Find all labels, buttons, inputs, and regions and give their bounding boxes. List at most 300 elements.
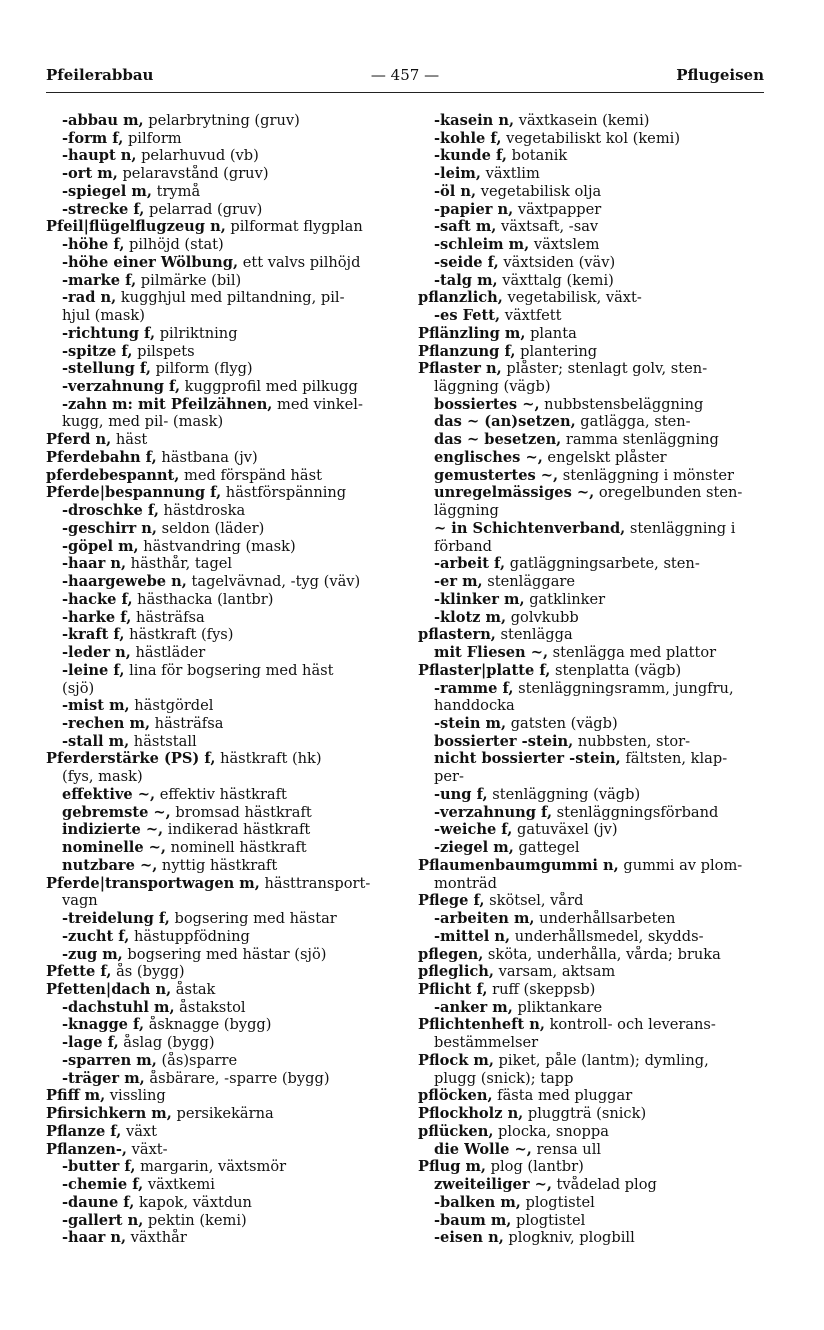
entry-headword: -zahn m: mit Pfeilzähnen, xyxy=(62,395,273,413)
entry-translation: varsam, aktsam xyxy=(493,963,616,981)
entry-translation: engelskt plåster xyxy=(542,448,667,466)
entry-line xyxy=(418,680,764,698)
entry-line xyxy=(418,928,764,946)
entry-headword: Pflicht f, xyxy=(418,980,488,998)
entry-headword: -schleim m, xyxy=(434,236,530,254)
entry-headword: -verzahnung f, xyxy=(434,803,553,821)
entry-headword: Pfette f, xyxy=(46,963,112,981)
entry-translation: pilspets xyxy=(132,342,195,360)
entry-line xyxy=(418,555,764,573)
entry-headword: Pfiff m, xyxy=(46,1087,106,1105)
entry-translation: med förspänd häst xyxy=(179,466,322,484)
entry-headword: zweiteiliger ~, xyxy=(434,1176,552,1194)
entry-line xyxy=(418,1052,764,1070)
entry-line xyxy=(46,467,396,485)
entry-translation: handdocka xyxy=(434,697,515,715)
entry-translation: ett valvs pilhöjd xyxy=(238,253,361,271)
entry-line xyxy=(418,1212,764,1230)
entry-headword: Pfeil|flügelflugzeug n, xyxy=(46,218,226,236)
entry-line xyxy=(46,644,396,662)
entry-translation: plantering xyxy=(515,342,598,360)
entry-line xyxy=(418,821,764,839)
entry-line xyxy=(46,431,396,449)
entry-translation: hästdroska xyxy=(158,502,246,520)
entry-line xyxy=(46,520,396,538)
entry-translation: (fys, mask) xyxy=(62,768,143,786)
entry-translation: vegetabilisk olja xyxy=(476,182,602,200)
entry-line xyxy=(418,910,764,928)
entry-headword: -es Fett, xyxy=(434,307,501,325)
entry-headword: -sparren m, xyxy=(62,1051,157,1069)
entry-translation: kugghjul med piltandning, pil- xyxy=(116,289,345,307)
entry-translation: skötsel, vård xyxy=(484,892,584,910)
entry-headword: -ung f, xyxy=(434,785,488,803)
entry-headword: Pfirsichkern m, xyxy=(46,1105,172,1123)
entry-translation: monträd xyxy=(434,874,497,892)
entry-headword: -leim, xyxy=(434,165,481,183)
entry-headword: Pferderstärke (PS) f, xyxy=(46,750,216,768)
entry-translation: hästtransport- xyxy=(259,874,371,892)
entry-line xyxy=(418,591,764,609)
entry-headword: -rad n, xyxy=(62,289,117,307)
entry-translation: nyttig hästkraft xyxy=(157,856,278,874)
entry-line xyxy=(418,307,764,325)
entry-translation: hästläder xyxy=(130,644,206,662)
entry-headword: -zug m, xyxy=(62,945,123,963)
entry-headword: -stein m, xyxy=(434,714,507,732)
entry-headword: Pferd n, xyxy=(46,431,112,449)
entry-line xyxy=(418,1016,764,1034)
entry-translation: plåster; stenlagt golv, sten- xyxy=(501,360,708,378)
entry-translation: hästkraft (fys) xyxy=(124,626,234,644)
entry-translation: vegetabilisk, växt- xyxy=(502,289,642,307)
entry-translation: pilform (flyg) xyxy=(150,360,253,378)
entry-translation: ramma stenläggning xyxy=(561,431,719,449)
entry-line xyxy=(46,1158,396,1176)
entry-headword: das ~ besetzen, xyxy=(434,431,562,449)
dictionary-column-right xyxy=(418,112,764,1247)
entry-headword: -mist m, xyxy=(62,697,130,715)
entry-headword: -eisen n, xyxy=(434,1229,504,1247)
entry-line xyxy=(418,467,764,485)
entry-line xyxy=(418,963,764,981)
entry-translation: gatklinker xyxy=(524,590,606,608)
entry-headword: bossiertes ~, xyxy=(434,395,540,413)
entry-headword: -geschirr n, xyxy=(62,519,157,537)
entry-line xyxy=(46,821,396,839)
entry-line xyxy=(46,272,396,290)
entry-line xyxy=(46,165,396,183)
entry-headword: nicht bossierter -stein, xyxy=(434,750,621,768)
entry-headword: -anker m, xyxy=(434,998,513,1016)
entry-translation: pluggträ (snick) xyxy=(523,1105,647,1123)
entry-translation: kontroll- och leverans- xyxy=(544,1016,716,1034)
entry-line xyxy=(418,946,764,964)
entry-translation: kugg, med pil- (mask) xyxy=(62,413,224,431)
entry-translation: plogkniv, plogbill xyxy=(503,1229,635,1247)
header-right-guideword: Pflugeisen xyxy=(676,66,764,84)
entry-translation: häst xyxy=(111,431,148,449)
entry-translation: stenläggning (vägb) xyxy=(487,785,641,803)
entry-line xyxy=(46,1141,396,1159)
entry-line xyxy=(418,573,764,591)
entry-line xyxy=(418,218,764,236)
entry-headword: -stall m, xyxy=(62,732,130,750)
entry-headword: -kraft f, xyxy=(62,626,125,644)
entry-line xyxy=(46,768,396,786)
entry-translation: pilmärke (bil) xyxy=(136,271,242,289)
entry-translation: häststall xyxy=(129,732,197,750)
entry-headword: -stellung f, xyxy=(62,360,151,378)
entry-line xyxy=(46,892,396,910)
entry-translation: pelarrad (gruv) xyxy=(144,200,263,218)
entry-headword: -rechen m, xyxy=(62,714,151,732)
entry-line xyxy=(46,715,396,733)
entry-translation: fältsten, klap- xyxy=(620,750,728,768)
entry-translation: plocka, snoppa xyxy=(493,1122,609,1140)
entry-headword: -mittel n, xyxy=(434,927,511,945)
entry-headword: -kohle f, xyxy=(434,129,502,147)
entry-headword: Pflänzling m, xyxy=(418,324,526,342)
entry-line xyxy=(418,1229,764,1247)
entry-line xyxy=(46,396,396,414)
entry-translation: åsknagge (bygg) xyxy=(144,1016,272,1034)
entry-translation: åsbärare, -sparre (bygg) xyxy=(144,1069,330,1087)
entry-translation: sköta, underhålla, vårda; bruka xyxy=(483,945,721,963)
entry-line xyxy=(46,449,396,467)
entry-line xyxy=(46,218,396,236)
entry-line xyxy=(46,1176,396,1194)
entry-translation: hästuppfödning xyxy=(129,927,250,945)
entry-headword: -saft m, xyxy=(434,218,497,236)
entry-headword: -haar n, xyxy=(62,555,127,573)
entry-line xyxy=(46,360,396,378)
entry-line xyxy=(46,928,396,946)
entry-headword: -daune f, xyxy=(62,1193,135,1211)
entry-headword: -treidelung f, xyxy=(62,910,170,928)
entry-translation: oregelbunden sten- xyxy=(594,484,743,502)
entry-translation: gummi av plom- xyxy=(618,856,743,874)
entry-line xyxy=(46,112,396,130)
entry-headword: unregelmässiges ~, xyxy=(434,484,595,502)
entry-line xyxy=(46,786,396,804)
entry-translation: lina för bogsering med häst xyxy=(124,661,334,679)
entry-headword: -harke f, xyxy=(62,608,132,626)
entry-headword: pflastern, xyxy=(418,626,496,644)
entry-headword: -baum m, xyxy=(434,1211,512,1229)
entry-translation: stenläggning i mönster xyxy=(558,466,734,484)
entry-headword: -lage f, xyxy=(62,1034,119,1052)
entry-translation: växtkemi xyxy=(143,1176,215,1194)
entry-line xyxy=(46,502,396,520)
entry-line xyxy=(46,325,396,343)
entry-translation: växtsaft, -sav xyxy=(496,218,599,236)
entry-line xyxy=(46,680,396,698)
entry-translation: pilriktning xyxy=(155,324,238,342)
entry-line xyxy=(46,1194,396,1212)
entry-headword: -haargewebe n, xyxy=(62,573,187,591)
entry-translation: vegetabiliskt kol (kemi) xyxy=(501,129,681,147)
entry-line xyxy=(418,272,764,290)
entry-headword: -weiche f, xyxy=(434,821,513,839)
entry-line xyxy=(46,201,396,219)
entry-line xyxy=(46,343,396,361)
entry-headword: -zucht f, xyxy=(62,927,130,945)
entry-line xyxy=(418,449,764,467)
entry-headword: -spiegel m, xyxy=(62,182,152,200)
entry-headword: Pflock m, xyxy=(418,1051,494,1069)
entry-headword: pferdebespannt, xyxy=(46,466,180,484)
entry-headword: -klotz m, xyxy=(434,608,507,626)
entry-translation: växttalg (kemi) xyxy=(497,271,614,289)
entry-headword: Pflockholz n, xyxy=(418,1105,524,1123)
entry-line xyxy=(418,697,764,715)
page-number: — 457 — xyxy=(370,66,440,84)
entry-translation: pelaravstånd (gruv) xyxy=(117,165,269,183)
entry-line xyxy=(46,573,396,591)
entry-translation: (ås)sparre xyxy=(156,1051,238,1069)
entry-headword: -spitze f, xyxy=(62,342,133,360)
entry-translation: underhållsmedel, skydds- xyxy=(510,927,704,945)
entry-headword: indizierte ~, xyxy=(62,821,164,839)
entry-headword: -droschke f, xyxy=(62,502,159,520)
entry-translation: fästa med pluggar xyxy=(492,1087,633,1105)
entry-translation: indikerad hästkraft xyxy=(163,821,311,839)
entry-line xyxy=(418,431,764,449)
entry-translation: piket, påle (lantm); dymling, xyxy=(493,1051,709,1069)
entry-headword: -klinker m, xyxy=(434,590,525,608)
entry-translation: plugg (snick); tapp xyxy=(434,1069,574,1087)
entry-translation: gatsten (vägb) xyxy=(506,714,618,732)
entry-line xyxy=(418,644,764,662)
entry-headword: pfleglich, xyxy=(418,963,494,981)
entry-line xyxy=(46,1034,396,1052)
entry-line xyxy=(46,183,396,201)
entry-line xyxy=(46,999,396,1017)
entry-headword: -hacke f, xyxy=(62,590,133,608)
entry-translation: åstak xyxy=(171,980,216,998)
entry-headword: -göpel m, xyxy=(62,537,139,555)
entry-line xyxy=(418,981,764,999)
entry-headword: Pflanzung f, xyxy=(418,342,516,360)
entry-line xyxy=(418,538,764,556)
entry-translation: bogsering med hästar xyxy=(169,910,337,928)
entry-line xyxy=(418,147,764,165)
entry-translation: pilhöjd (stat) xyxy=(124,236,224,254)
entry-translation: växtslem xyxy=(529,236,600,254)
header-left-guideword: Pfeilerabbau xyxy=(46,66,154,84)
entry-line xyxy=(418,733,764,751)
entry-headword: englisches ~, xyxy=(434,448,543,466)
entry-line xyxy=(418,396,764,414)
entry-translation: kuggprofil med pilkugg xyxy=(180,378,358,396)
entry-line xyxy=(46,963,396,981)
entry-headword: -kasein n, xyxy=(434,112,515,129)
entry-line xyxy=(46,857,396,875)
entry-headword: -knagge f, xyxy=(62,1016,145,1034)
entry-headword: die Wolle ~, xyxy=(434,1140,532,1158)
entry-translation: läggning (vägb) xyxy=(434,378,551,396)
entry-translation: gatlägga, sten- xyxy=(575,413,691,431)
entry-line xyxy=(46,609,396,627)
entry-headword: -er m, xyxy=(434,573,483,591)
entry-translation: nominell hästkraft xyxy=(166,839,307,857)
entry-line xyxy=(418,1141,764,1159)
entry-headword: -form f, xyxy=(62,129,124,147)
entry-line xyxy=(46,538,396,556)
entry-translation: stenläggning i xyxy=(625,519,736,537)
entry-headword: Pferde|bespannung f, xyxy=(46,484,222,502)
entry-translation: hästförspänning xyxy=(221,484,347,502)
entry-headword: Pferde|transportwagen m, xyxy=(46,874,260,892)
entry-translation: ruff (skeppsb) xyxy=(487,980,596,998)
entry-line xyxy=(418,786,764,804)
entry-headword: -haar n, xyxy=(62,1229,127,1247)
entry-headword: pflegen, xyxy=(418,945,484,963)
entry-translation: hästkraft (hk) xyxy=(215,750,322,768)
entry-translation: rensa ull xyxy=(531,1140,602,1158)
entry-translation: vissling xyxy=(105,1087,166,1105)
entry-translation: tvådelad plog xyxy=(551,1176,657,1194)
entry-headword: gemustertes ~, xyxy=(434,466,559,484)
entry-translation: margarin, växtsmör xyxy=(135,1158,287,1176)
entry-translation: planta xyxy=(525,324,577,342)
entry-line xyxy=(418,750,764,768)
entry-headword: -arbeiten m, xyxy=(434,910,535,928)
entry-line xyxy=(46,147,396,165)
entry-translation: botanik xyxy=(507,147,568,165)
entry-line xyxy=(46,413,396,431)
entry-line xyxy=(418,1158,764,1176)
entry-line xyxy=(418,609,764,627)
entry-line xyxy=(418,1176,764,1194)
entry-headword: -öl n, xyxy=(434,182,477,200)
entry-headword: -kunde f, xyxy=(434,147,507,165)
entry-translation: växtfett xyxy=(500,307,562,325)
entry-translation: tagelvävnad, -tyg (väv) xyxy=(186,573,361,591)
entry-translation: växthår xyxy=(126,1229,187,1247)
entry-line xyxy=(46,1105,396,1123)
entry-translation: underhållsarbeten xyxy=(534,910,676,928)
entry-translation: hästräfsa xyxy=(150,714,224,732)
entry-translation: växtpapper xyxy=(513,200,602,218)
entry-line xyxy=(418,1194,764,1212)
entry-line xyxy=(46,378,396,396)
entry-translation: effektiv hästkraft xyxy=(155,785,287,803)
entry-translation: per- xyxy=(434,768,464,786)
entry-line xyxy=(418,201,764,219)
entry-translation: vagn xyxy=(62,892,98,910)
entry-headword: -richtung f, xyxy=(62,324,156,342)
entry-line xyxy=(46,1212,396,1230)
entry-translation: ås (bygg) xyxy=(111,963,185,981)
entry-headword: -leder n, xyxy=(62,644,131,662)
entry-headword: Pferdebahn f, xyxy=(46,448,157,466)
page-header xyxy=(46,66,764,86)
entry-line xyxy=(46,254,396,272)
entry-translation: nubbsten, stor- xyxy=(573,732,691,750)
entry-translation: stenlägga med plattor xyxy=(548,644,717,662)
entry-line xyxy=(418,1105,764,1123)
entry-headword: -papier n, xyxy=(434,200,514,218)
entry-translation: hästhacka (lantbr) xyxy=(132,590,274,608)
entry-headword: -strecke f, xyxy=(62,200,145,218)
entry-headword: -seide f, xyxy=(434,253,499,271)
entry-line xyxy=(46,626,396,644)
entry-translation: plog (lantbr) xyxy=(486,1158,584,1176)
entry-headword: -höhe einer Wölbung, xyxy=(62,253,239,271)
entry-headword: Pflege f, xyxy=(418,892,485,910)
entry-line xyxy=(418,165,764,183)
entry-translation: hästhår, tagel xyxy=(126,555,233,573)
entry-headword: -dachstuhl m, xyxy=(62,998,175,1016)
entry-line xyxy=(418,289,764,307)
entry-translation: stenläggare xyxy=(482,573,576,591)
entry-translation: med vinkel- xyxy=(272,395,363,413)
entry-line xyxy=(46,804,396,822)
entry-line xyxy=(46,875,396,893)
entry-line xyxy=(418,502,764,520)
entry-translation: bestämmelser xyxy=(434,1034,539,1052)
entry-line xyxy=(46,750,396,768)
entry-line xyxy=(46,1123,396,1141)
entry-line xyxy=(46,981,396,999)
entry-headword: Pflichtenheft n, xyxy=(418,1016,545,1034)
entry-translation: växtkasein (kemi) xyxy=(514,112,650,129)
entry-headword: -ramme f, xyxy=(434,679,514,697)
entry-line xyxy=(418,254,764,272)
entry-headword: -leine f, xyxy=(62,661,125,679)
entry-headword: pflanzlich, xyxy=(418,289,503,307)
entry-headword: Pfetten|dach n, xyxy=(46,980,172,998)
entry-line xyxy=(46,1052,396,1070)
entry-headword: -ziegel m, xyxy=(434,839,514,857)
entry-translation: åslag (bygg) xyxy=(118,1034,215,1052)
entry-translation: åstakstol xyxy=(174,998,246,1016)
entry-line xyxy=(418,1070,764,1088)
entry-line xyxy=(46,1016,396,1034)
entry-line xyxy=(418,236,764,254)
entry-translation: hästgördel xyxy=(129,697,214,715)
entry-line xyxy=(418,999,764,1017)
entry-headword: -träger m, xyxy=(62,1069,145,1087)
entry-line xyxy=(46,555,396,573)
entry-headword: Pflug m, xyxy=(418,1158,487,1176)
entry-headword: -talg m, xyxy=(434,271,498,289)
entry-translation: gatläggningsarbete, sten- xyxy=(505,555,700,573)
entry-line xyxy=(418,626,764,644)
entry-headword: -haupt n, xyxy=(62,147,137,165)
entry-headword: gebremste ~, xyxy=(62,803,171,821)
entry-translation: kapok, växtdun xyxy=(134,1193,252,1211)
entry-headword: nominelle ~, xyxy=(62,839,166,857)
entry-headword: -arbeit f, xyxy=(434,555,506,573)
entry-translation: stenläggningsramm, jungfru, xyxy=(513,679,734,697)
entry-translation: trymå xyxy=(151,182,201,200)
entry-line xyxy=(46,1070,396,1088)
entry-headword: pflöcken, xyxy=(418,1087,493,1105)
entry-translation: växt- xyxy=(126,1140,168,1158)
entry-headword: mit Fliesen ~, xyxy=(434,644,549,662)
entry-headword: -abbau m, xyxy=(62,112,144,129)
entry-translation: persikekärna xyxy=(171,1105,274,1123)
entry-headword: nutzbare ~, xyxy=(62,856,158,874)
entry-line xyxy=(46,236,396,254)
entry-translation: hjul (mask) xyxy=(62,307,145,325)
entry-line xyxy=(46,910,396,928)
entry-headword: Pflaumenbaumgummi n, xyxy=(418,856,619,874)
entry-translation: förband xyxy=(434,537,492,555)
